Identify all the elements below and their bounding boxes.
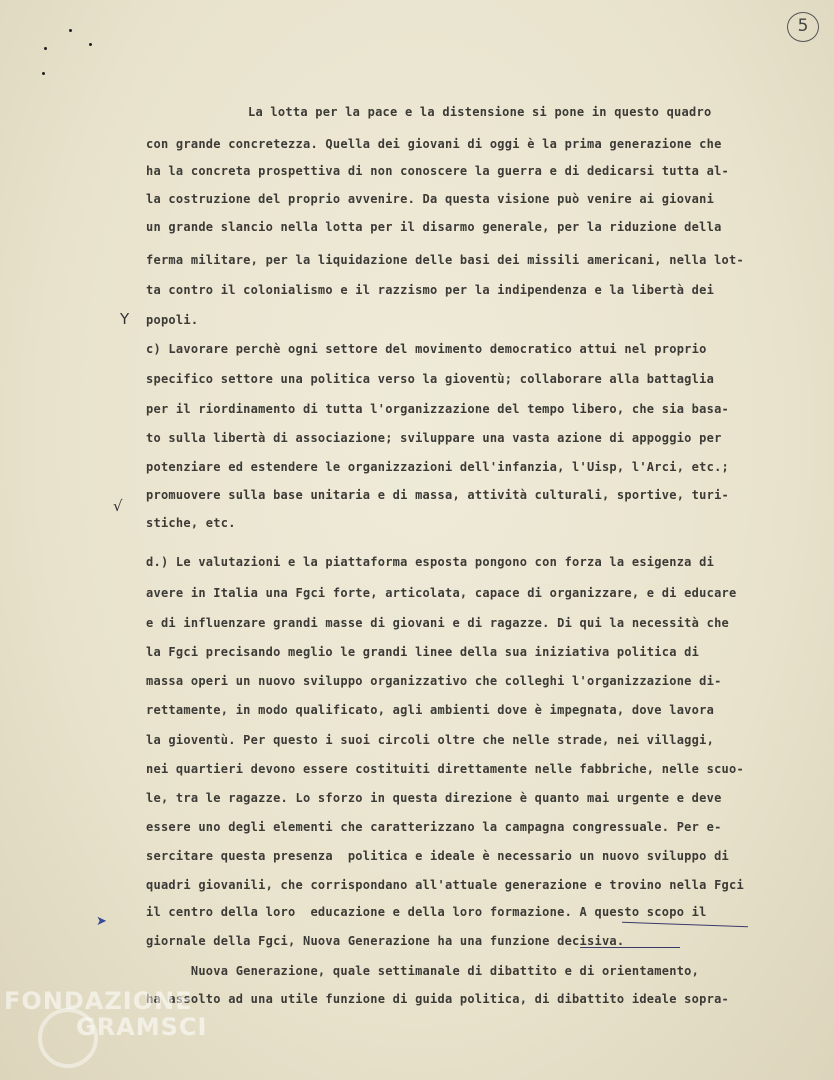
watermark-logo-icon: [38, 1008, 98, 1068]
ink-dot: [42, 72, 45, 75]
text-line: giornale della Fgci, Nuova Generazione ha una funzione decisiva.: [146, 934, 625, 948]
archive-watermark: [4, 988, 207, 1040]
text-line: un grande slancio nella lotta per il disarmo generale, per la riduzione della: [146, 220, 722, 234]
text-line: avere in Italia una Fgci forte, articolata, capace di organizzare, e di educare: [146, 586, 737, 600]
text-line: rettamente, in modo qualificato, agli ambienti dove è impegnata, dove lavora: [146, 703, 715, 717]
text-line: quadri giovanili, che corrispondano all'attuale generazione e trovino nella Fgci: [146, 878, 744, 892]
ink-dot: [69, 29, 72, 32]
text-line: la costruzione del proprio avvenire. Da questa visione può venire ai giovani: [146, 192, 715, 206]
text-line: specifico settore una politica verso la gioventù; collaborare alla battaglia: [146, 372, 715, 386]
ink-dot: [89, 43, 92, 46]
text-line: sercitare questa presenza politica e ideale è necessario un nuovo sviluppo di: [146, 849, 730, 863]
text-line: ferma militare, per la liquidazione delle basi dei missili americani, nella lot-: [146, 253, 744, 267]
text-line: la gioventù. Per questo i suoi circoli oltre che nelle strade, nei villaggi,: [146, 733, 715, 747]
text-line: il centro della loro educazione e della loro formazione. A questo scopo il: [146, 905, 707, 919]
text-line: La lotta per la pace e la distensione si pone in questo quadro: [248, 105, 712, 119]
text-line: per il riordinamento di tutta l'organizzazione del tempo libero, che sia basa-: [146, 402, 730, 416]
watermark-line-1: FONDAZIONE: [4, 987, 193, 1015]
text-line: massa operi un nuovo sviluppo organizzativo che colleghi l'organizzazione di-: [146, 674, 722, 688]
text-line: Nuova Generazione, quale settimanale di dibattito e di orientamento,: [146, 964, 700, 978]
text-line: popoli.: [146, 313, 199, 327]
text-line: stiche, etc.: [146, 516, 236, 530]
margin-arrow-icon: ➤: [96, 914, 107, 929]
text-line: potenziare ed estendere le organizzazioni dell'infanzia, l'Uisp, l'Arci, etc.;: [146, 460, 730, 474]
text-line: essere uno degli elementi che caratterizzano la campagna congressuale. Per e-: [146, 820, 722, 834]
text-line: ha assolto ad una utile funzione di guida politica, di dibattito ideale sopra-: [146, 992, 730, 1006]
margin-check-mark: Y: [120, 310, 130, 328]
page-number: 5: [787, 12, 819, 42]
text-line: nei quartieri devono essere costituiti direttamente nelle fabbriche, nelle scuo-: [146, 762, 744, 776]
margin-tick-mark: √: [113, 497, 123, 515]
watermark-line-2: GRAMSCI: [76, 1013, 208, 1041]
handwritten-underline: [580, 947, 680, 948]
text-line: d.) Le valutazioni e la piattaforma esposta pongono con forza la esigenza di: [146, 555, 715, 569]
text-line: le, tra le ragazze. Lo sforzo in questa direzione è quanto mai urgente e deve: [146, 791, 722, 805]
text-line: la Fgci precisando meglio le grandi linee della sua iniziativa politica di: [146, 645, 700, 659]
text-line: to sulla libertà di associazione; sviluppare una vasta azione di appoggio per: [146, 431, 722, 445]
text-line: e di influenzare grandi masse di giovani e di ragazze. Di qui la necessità che: [146, 616, 730, 630]
text-line: promuovere sulla base unitaria e di massa, attività culturali, sportive, turi-: [146, 488, 730, 502]
text-line: c) Lavorare perchè ogni settore del movimento democratico attui nel proprio: [146, 342, 707, 356]
text-line: con grande concretezza. Quella dei giovani di oggi è la prima generazione che: [146, 137, 722, 151]
text-line: ta contro il colonialismo e il razzismo per la indipendenza e la libertà dei: [146, 283, 715, 297]
handwritten-underline: [622, 922, 748, 927]
ink-dot: [44, 47, 47, 50]
text-line: ha la concreta prospettiva di non conoscere la guerra e di dedicarsi tutta al-: [146, 164, 730, 178]
